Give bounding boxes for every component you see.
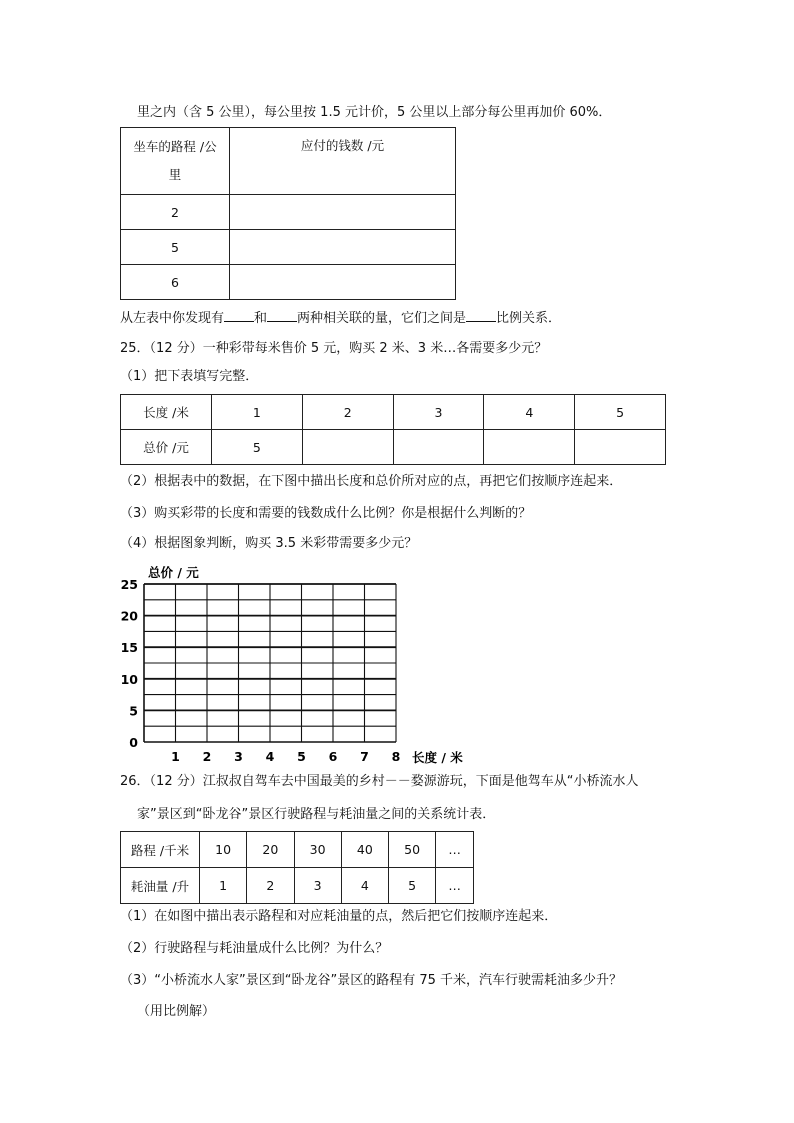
q26-title-line1: 26．（12 分）江叔叔自驾车去中国最美的乡村－－婺源游玩，下面是他驾车从“小桥流水人 (120, 774, 639, 789)
x-tick-label: 5 (297, 749, 306, 764)
t2-price-cell: 5 (212, 430, 303, 465)
t3-fuel-cell: 2 (247, 868, 294, 904)
q26-title-line2: 家”景区到“卧龙谷”景区行驶路程与耗油量之间的关系统计表． (137, 807, 496, 822)
x-tick-label: 1 (171, 749, 180, 764)
table1-cost-cell[interactable] (230, 230, 456, 265)
q26-sub3-note: （用比例解） (137, 1004, 216, 1019)
q25-title: 25．（12 分）一种彩带每米售价 5 元，购买 2 米、3 米…各需要多少元？ (120, 341, 548, 356)
t3-distance-cell: 20 (247, 832, 294, 868)
t2-length-cell: 5 (575, 395, 666, 430)
t2-length-cell: 2 (302, 395, 393, 430)
t2-length-cell: 3 (393, 395, 484, 430)
table1-header-cost: 应付的钱数 /元 (230, 128, 456, 195)
t3-distance-cell: … (436, 832, 474, 868)
t3-distance-cell: 50 (389, 832, 436, 868)
table1-route-cell: 2 (121, 195, 230, 230)
q25-sub2: （2）根据表中的数据，在下图中描出长度和总价所对应的点，再把它们按顺序连起来． (120, 474, 623, 489)
t3-fuel-cell: … (436, 868, 474, 904)
answer-blank-1[interactable] (224, 309, 254, 322)
t3-distance-cell: 10 (200, 832, 247, 868)
t3-distance-cell: 40 (341, 832, 388, 868)
q25-sub4: （4）根据图象判断，购买 3.5 米彩带需要多少元？ (120, 536, 418, 551)
t2-price-cell[interactable] (575, 430, 666, 465)
intro-line: 里之内（含 5 公里），每公里按 1.5 元计价，5 公里以上部分每公里再加价 60%． (137, 105, 612, 120)
q25-sub3: （3）购买彩带的长度和需要的钱数成什么比例？你是根据什么判断的？ (120, 506, 532, 521)
discovery-line (120, 309, 561, 328)
q26-sub3: （3）“小桥流水人家”景区到“卧龙谷”景区的路程有 75 千米，汽车行驶需耗油多少升？ (120, 973, 623, 988)
t2-row2-label: 总价 /元 (121, 430, 212, 465)
y-tick-label: 0 (129, 735, 138, 750)
t2-length-cell: 4 (484, 395, 575, 430)
discovery-text-4: 比例关系． (496, 311, 562, 326)
y-tick-label: 5 (129, 703, 138, 719)
y-tick-label: 20 (120, 608, 138, 624)
t2-price-cell[interactable] (484, 430, 575, 465)
y-axis-label: 总价 / 元 (148, 565, 199, 580)
t3-fuel-cell: 1 (200, 868, 247, 904)
t3-distance-cell: 30 (294, 832, 341, 868)
x-tick-label: 2 (202, 749, 212, 764)
x-tick-label: 6 (328, 749, 338, 764)
table1-route-cell: 5 (121, 230, 230, 265)
table1-header-route-line1: 坐车的路程 /公 (133, 139, 217, 154)
t3-row2-label: 耗油量 /升 (121, 868, 200, 904)
y-tick-label: 25 (120, 577, 138, 592)
table1-cost-cell[interactable] (230, 265, 456, 300)
x-axis-label: 长度 / 米 (412, 750, 463, 765)
table1-cost-cell[interactable] (230, 195, 456, 230)
table1-header-route (121, 128, 230, 195)
fuel-consumption-table (120, 831, 474, 904)
x-tick-label: 4 (265, 749, 275, 764)
price-length-grid-chart[interactable] (110, 560, 480, 770)
t2-price-cell[interactable] (302, 430, 393, 465)
answer-blank-3[interactable] (466, 309, 496, 322)
t3-fuel-cell: 4 (341, 868, 388, 904)
y-tick-label: 10 (120, 671, 138, 687)
ribbon-price-table (120, 394, 666, 465)
t2-price-cell[interactable] (393, 430, 484, 465)
q26-sub2: （2）行驶路程与耗油量成什么比例？为什么？ (120, 941, 389, 956)
table1-header-route-line2: 里 (168, 167, 182, 182)
discovery-text-3: 两种相关联的量，它们之间是 (297, 311, 467, 326)
q26-sub1: （1）在如图中描出表示路程和对应耗油量的点，然后把它们按顺序连起来． (120, 909, 558, 924)
x-tick-label: 8 (391, 749, 401, 764)
t2-length-cell: 1 (212, 395, 303, 430)
q25-sub1: （1）把下表填写完整． (120, 369, 259, 384)
x-tick-label: 7 (360, 749, 369, 764)
x-tick-label: 3 (234, 749, 243, 764)
t2-row1-label: 长度 /米 (121, 395, 212, 430)
taxi-fare-table (120, 127, 456, 300)
table1-route-cell: 6 (121, 265, 230, 300)
t3-row1-label: 路程 /千米 (121, 832, 200, 868)
answer-blank-2[interactable] (267, 309, 297, 322)
t3-fuel-cell: 5 (389, 868, 436, 904)
y-tick-label: 15 (120, 640, 138, 656)
discovery-text-1: 从左表中你发现有 (120, 311, 225, 326)
discovery-text-2: 和 (254, 311, 268, 326)
t3-fuel-cell: 3 (294, 868, 341, 904)
